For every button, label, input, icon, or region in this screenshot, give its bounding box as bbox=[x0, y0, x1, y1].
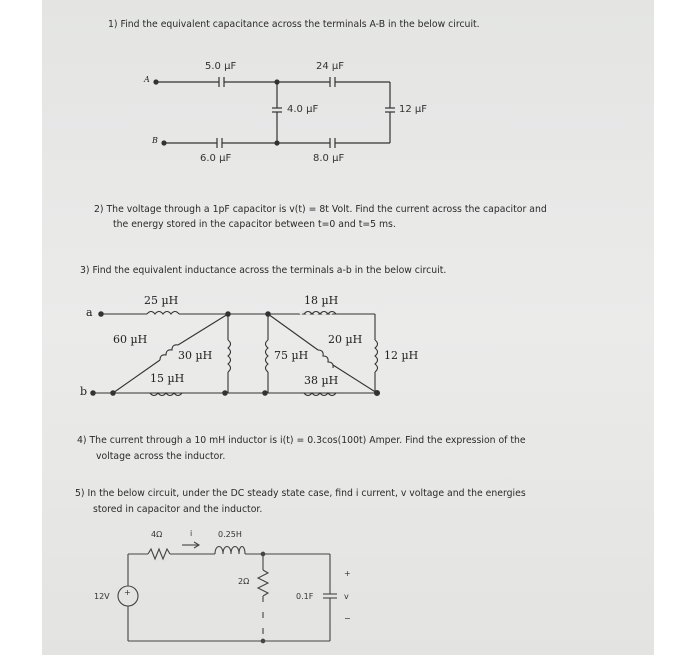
resistor-4ohm-label: 4Ω bbox=[151, 530, 163, 539]
inductor-60uh-label: 60 µH bbox=[113, 333, 148, 346]
cap-5uf-label: 5.0 µF bbox=[205, 61, 237, 72]
inductor-025h-label: 0.25H bbox=[218, 530, 242, 539]
cap-12uf-label: 12 µF bbox=[399, 104, 428, 115]
question-2-line-1: 2) The voltage through a 1pF capacitor is v(t) = 8t Volt. Find the current across the capacitor and bbox=[94, 204, 547, 215]
cap-8uf-label: 8.0 µF bbox=[313, 153, 345, 164]
cap-6uf-label: 6.0 µF bbox=[200, 153, 232, 164]
source-plus-sign: + bbox=[124, 588, 131, 597]
source-12v-label: 12V bbox=[94, 592, 110, 601]
inductor-15uh-label: 15 µH bbox=[150, 372, 185, 385]
question-2-line-2: the energy stored in the capacitor between t=0 and t=5 ms. bbox=[113, 219, 396, 230]
cap-24uf-label: 24 µF bbox=[316, 61, 345, 72]
voltage-plus-sign: + bbox=[344, 569, 351, 578]
terminal-b-label: B bbox=[152, 136, 158, 145]
cap-4uf-label: 4.0 µF bbox=[287, 104, 319, 115]
terminal-a-label: a bbox=[86, 306, 93, 319]
question-4-line-1: 4) The current through a 10 mH inductor is i(t) = 0.3cos(100t) Amper. Find the expression of the bbox=[77, 435, 526, 446]
current-i-label: i bbox=[190, 529, 193, 538]
inductor-25uh-label: 25 µH bbox=[144, 294, 179, 307]
capacitor-01f-label: 0.1F bbox=[296, 592, 314, 601]
question-3-text: 3) Find the equivalent inductance across the terminals a-b in the below circuit. bbox=[80, 265, 447, 276]
inductor-18uh-label: 18 µH bbox=[304, 294, 339, 307]
voltage-v-label: v bbox=[344, 592, 349, 601]
terminal-b-label: b bbox=[80, 385, 88, 398]
inductor-75uh-label: 75 µH bbox=[274, 349, 309, 362]
question-4-line-2: voltage across the inductor. bbox=[96, 451, 226, 462]
question-1-text: 1) Find the equivalent capacitance across the terminals A-B in the below circuit. bbox=[108, 19, 480, 30]
resistor-2ohm-label: 2Ω bbox=[238, 577, 250, 586]
question-5-line-2: stored in capacitor and the inductor. bbox=[93, 504, 263, 515]
voltage-minus-sign: − bbox=[344, 614, 351, 623]
question-5-line-1: 5) In the below circuit, under the DC steady state case, find i current, v voltage and the energies bbox=[75, 488, 526, 499]
terminal-a-label: A bbox=[144, 75, 150, 84]
inductor-38uh-label: 38 µH bbox=[304, 374, 339, 387]
inductor-20uh-label: 20 µH bbox=[328, 333, 363, 346]
inductor-30uh-label: 30 µH bbox=[178, 349, 213, 362]
inductor-12uh-label: 12 µH bbox=[384, 349, 419, 362]
